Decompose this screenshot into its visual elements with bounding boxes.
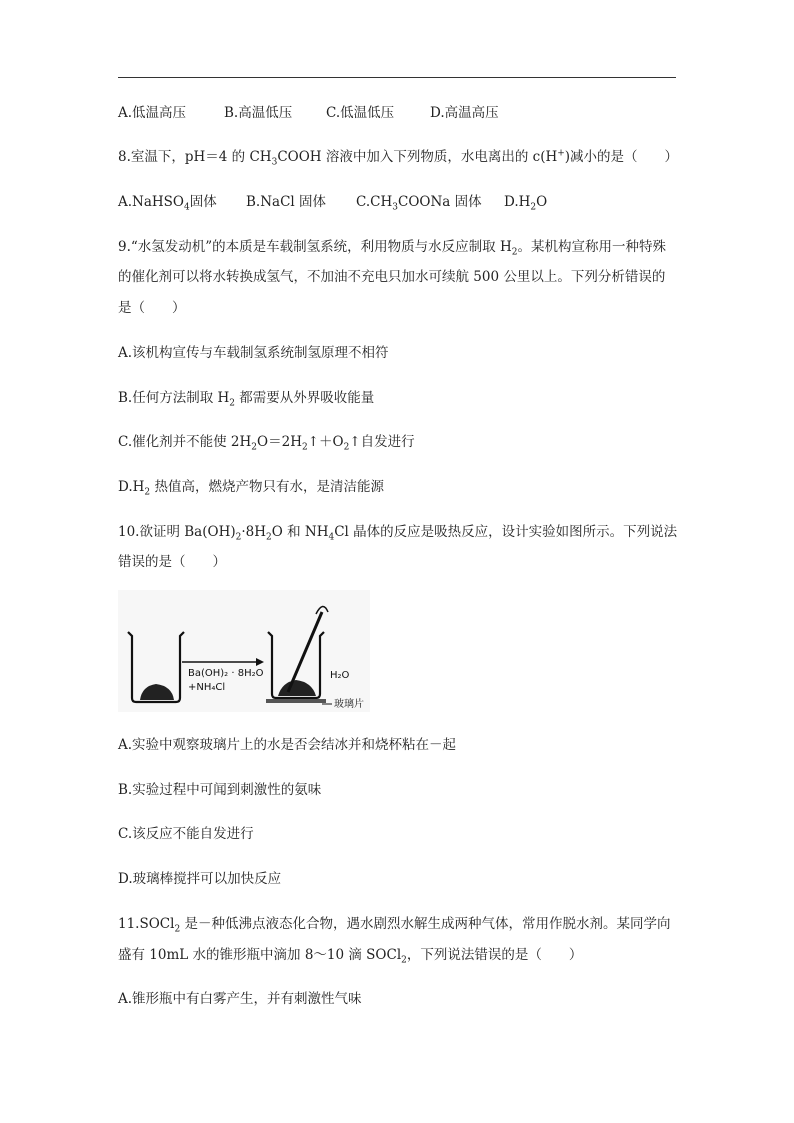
q8-option-b: B.NaCl 固体	[246, 194, 327, 210]
q7-option-d: D.高温高压	[430, 105, 499, 121]
reagent-label-2: +NH₄Cl	[188, 682, 226, 693]
reagent-label-1: Ba(OH)₂ · 8H₂O	[188, 668, 264, 679]
glass-label: 玻璃片	[334, 699, 364, 710]
q9-stem-line2: 的催化剂可以将水转换成氢气，不加油不充电只加水可续航 500 公里以上。下列分析错误的	[118, 269, 666, 285]
q10-option-c: C.该反应不能自发进行	[118, 826, 254, 842]
q8-option-a: A.NaHSO$_4$固体	[118, 194, 217, 213]
q7-option-a: A.低温高压	[118, 105, 187, 121]
q10-option-d: D.玻璃棒搅拌可以加快反应	[118, 871, 282, 887]
glass-plate	[266, 699, 326, 703]
q9-option-d: $D.H_2$ 热值高，燃烧产物只有水，是清洁能源	[118, 479, 384, 498]
q9-stem-line1: 9.“水氢发动机”的本质是车载制氢系统，利用物质与水反应制取 $H_2$。某机构宣称用一种特殊	[118, 239, 666, 258]
q8-option-d: $D.H_2O$	[504, 194, 548, 213]
water-label: H₂O	[330, 670, 350, 681]
q9-stem-line3: 是（ ）	[118, 300, 186, 316]
q11-stem-line2: 盛有 10mL 水的锥形瓶中滴加 8～10 滴 SOCl$_2$，下列说法错误的是（ ）	[118, 947, 583, 966]
q8-options	[118, 193, 547, 211]
q7-options	[118, 104, 499, 122]
q8-option-c: $C.CH_3COONa$ 固体	[356, 194, 482, 213]
q7-option-c: C.低温低压	[326, 105, 395, 121]
q9-option-b: B.任何方法制取 $H_2$ 都需要从外界吸收能量	[118, 390, 375, 409]
q8-stem: 8.室温下，pH＝4 的 $CH_3COOH$ 溶液中加入下列物质，水电离出的 c(H+)减小的是（ ）	[118, 148, 679, 168]
q7-option-b: B.高温低压	[224, 105, 293, 121]
experiment-figure	[118, 590, 370, 712]
q11-stem-line1: 11.SOCl$_2$ 是－种低沸点液态化合物，遇水剧烈水解生成两种气体，常用作脱水剂。某同学向	[118, 916, 671, 935]
q9-option-a: A.该机构宣传与车载制氢系统制氢原理不相符	[118, 345, 389, 361]
q9-option-c: C.催化剂并不能使 $2H_2O=2H_2↑+O_2↑$自发进行	[118, 434, 415, 453]
q10-stem-line1: 10.欲证明 $Ba(OH)_2\cdot 8H_2O$ 和 $NH_4Cl$ 晶体的反应是吸热反应，设计实验如图所示。下列说法	[118, 524, 678, 543]
q11-option-a: A.锥形瓶中有白雾产生，并有刺激性气味	[118, 991, 362, 1007]
q10-option-b: B.实验过程中可闻到刺激性的氨味	[118, 782, 322, 798]
header-rule	[118, 77, 676, 78]
q10-option-a: A.实验中观察玻璃片上的水是否会结冰并和烧杯粘在－起	[118, 737, 457, 753]
q10-stem-line2: 错误的是（ ）	[118, 554, 226, 570]
